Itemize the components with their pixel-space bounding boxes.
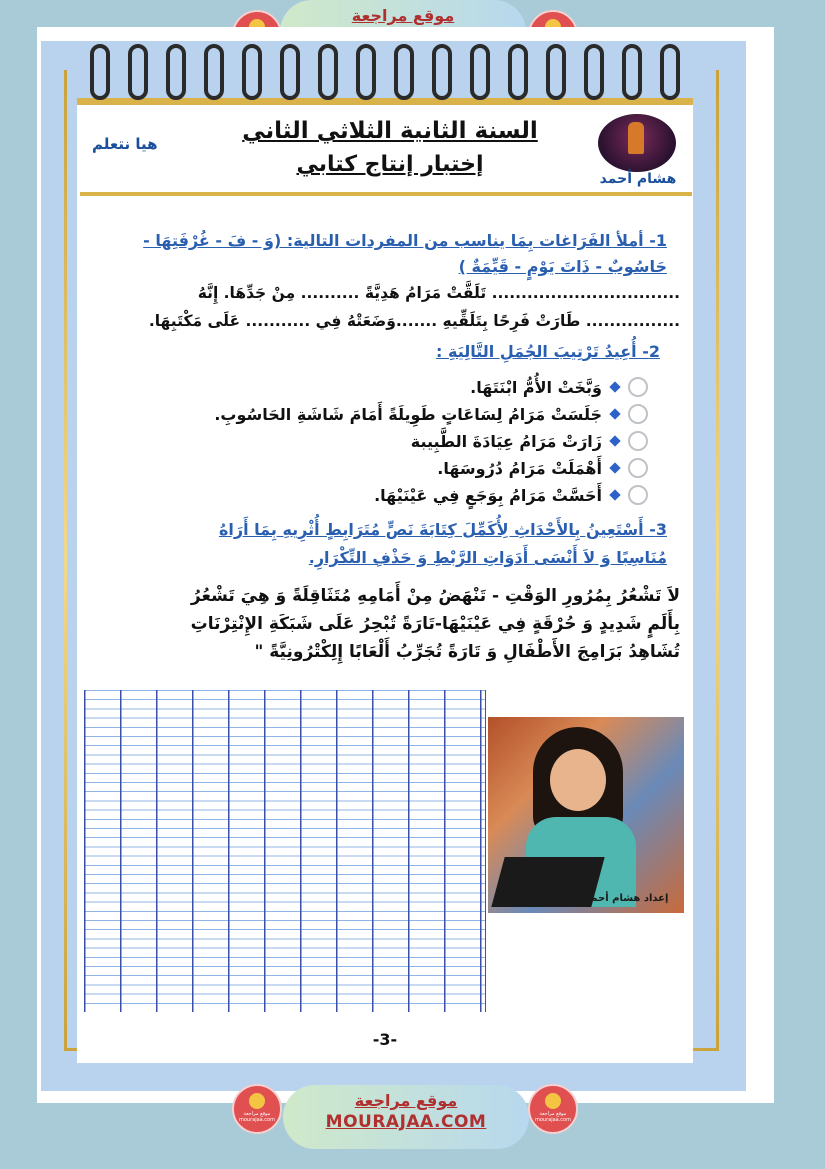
- page-subtitle: إختبار إنتاج كتابي: [296, 152, 484, 177]
- question-3-prompt-line-2: مُنَاسِبًا وَ لاَ أَنْسَى أَدَوَاتِ الرَّبْطِ وَ حَذْفِ التِّكْرَارِ.: [308, 548, 667, 567]
- question-2-prompt: 2- أُعِيدُ تَرْتِيبَ الجُمَلِ التَّالِيَةِ :: [436, 342, 660, 361]
- diamond-bullet-icon: [609, 462, 620, 473]
- question-1-line-1: ................................ تَلَقَّتْ مَرَامُ هَدِيَّةً .......... مِنْ جَدِّهَا. إِنَّهُ: [197, 284, 680, 302]
- site-badge-bottom[interactable]: [283, 1085, 529, 1149]
- sentence-item-2[interactable]: جَلَسَتْ مَرَامُ لِسَاعَاتٍ طَوِيلَةً أَمَامَ شَاشَةِ الحَاسُوبِ.: [214, 404, 648, 424]
- writing-grid[interactable]: [84, 690, 486, 1012]
- sentence-item-5[interactable]: أَحَسَّتْ مَرَامُ بِوَجَعٍ فِي عَيْنَيْهَا.: [374, 485, 648, 505]
- brand-label: هيا نتعلم: [92, 135, 158, 153]
- question-1-prompt: 1- أملأ الفَرَاغات بِمَا يناسب من المفردات التالية: (وَ - فَ - غُرْفَتِهَا - حَاسُوبٌ - ذَاتَ يَوْمٍ - قَيِّمَةٌ ): [143, 231, 667, 276]
- site-badge-arabic: موقع مراجعة: [354, 1091, 458, 1110]
- diamond-bullet-icon: [609, 435, 620, 446]
- diamond-bullet-icon: [609, 381, 620, 392]
- question-3-prompt-line-1: 3- أَسْتَعِينُ بِالأَحْدَاثِ لِأُكَمِّلَ كِتَابَةَ نَصٍّ مُتَرَابِطٍ أُثْرِيهِ بِمَا أَرَاهُ: [218, 520, 667, 539]
- illustration-girl-laptop: [488, 717, 684, 913]
- diamond-bullet-icon: [609, 408, 620, 419]
- radio-icon[interactable]: [628, 377, 648, 397]
- diamond-bullet-icon: [609, 489, 620, 500]
- radio-icon[interactable]: [628, 485, 648, 505]
- site-logo-right-bottom: موقع مراجعة mourajaa.com: [528, 1084, 578, 1134]
- gold-border-left: [64, 70, 67, 1050]
- sentence-item-4[interactable]: أَهْمَلَتْ مَرَامُ دُرُوسَهَا.: [437, 458, 648, 478]
- question-3-text-line-2: بِأَلَمٍ شَدِيدٍ وَ حُرْقَةٍ فِي عَيْنَيْهَا-تَارَةً تُبْحِرُ عَلَى شَبَكَةِ الإِنْتِرْنَاتِ: [190, 614, 680, 634]
- author-logo: [598, 114, 676, 172]
- question-3-text-line-3: تُشَاهِدُ بَرَامِجَ الأَطْفَالِ وَ تَارَةً تُجَرِّبُ أَلْعَابًا إِلِكْتْرُونِيَّةً ": [254, 642, 680, 662]
- question-1-line-2: ................ طَارَتْ فَرِحًا بِتَلَقِّيهِ .......وَضَعَتْهُ فِي ........... عَلَى مَكْتَبِهَا.: [148, 312, 680, 330]
- site-badge-arabic: موقع مراجعة: [351, 6, 455, 25]
- page-title: السنة الثانية الثلاثي الثاني: [242, 118, 538, 144]
- binder-rings: [90, 44, 690, 106]
- radio-icon[interactable]: [628, 458, 648, 478]
- sentence-item-1[interactable]: وَبَّخَتْ الأُمُّ ابْنَتَهَا.: [470, 377, 648, 397]
- gold-border-right: [716, 70, 719, 1050]
- radio-icon[interactable]: [628, 404, 648, 424]
- author-name: هشام أحمد: [599, 171, 677, 187]
- site-logo-left-bottom: موقع مراجعة mourajaa.com: [232, 1084, 282, 1134]
- photo-caption: إعداد هشام أحمد: [585, 893, 669, 904]
- sentence-item-3[interactable]: زَارَتْ مَرَامُ عِيَادَةَ الطَّبِيبة: [411, 431, 648, 451]
- question-3-text-line-1: لاَ تَشْعُرُ بِمُرُورِ الوَقْتِ - تَنْهَضُ مِنْ أَمَامِهِ مُتَثَاقِلَةً وَ هِيَ تَشْعُرُ: [190, 586, 680, 606]
- header-divider: [80, 192, 692, 196]
- radio-icon[interactable]: [628, 431, 648, 451]
- page-number: -3-: [372, 1030, 398, 1049]
- site-badge-latin: MOURAJAA.COM: [325, 1112, 487, 1132]
